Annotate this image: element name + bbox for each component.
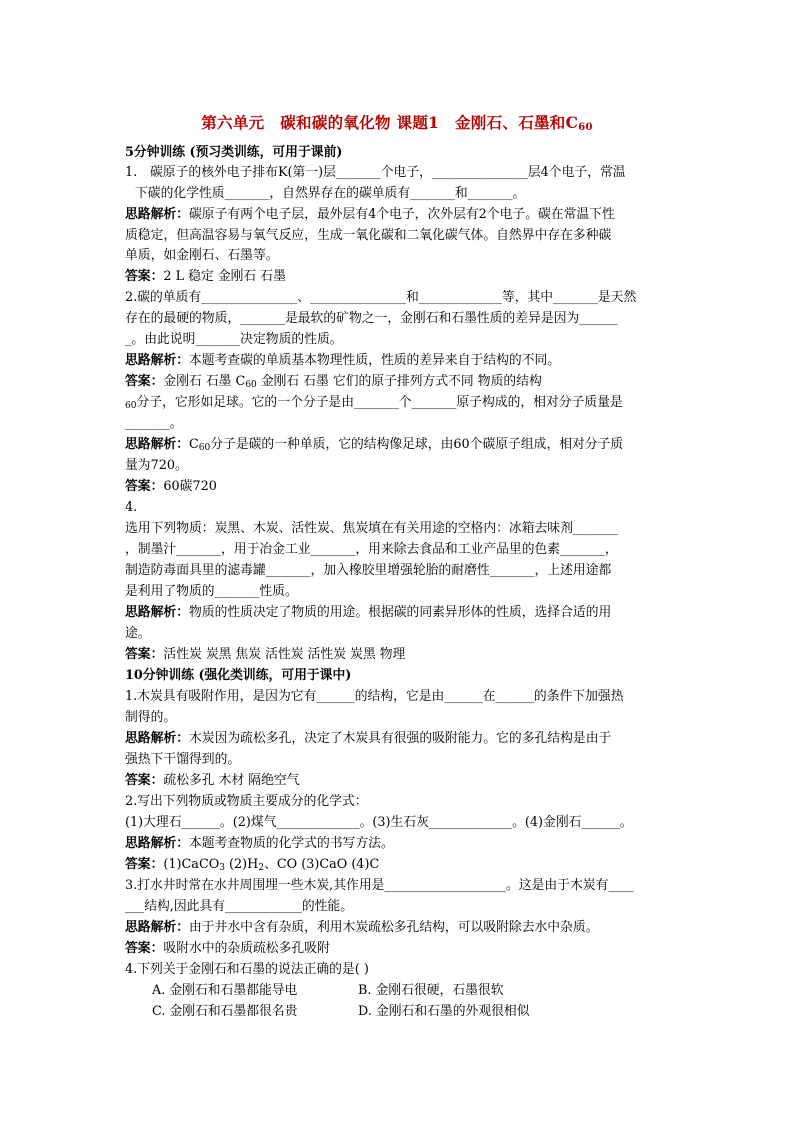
- answer-10-3: 答案：吸附水中的杂质疏松多孔吸附: [125, 941, 330, 956]
- question-4-line-3: 制造防毒面具里的滤毒罐_______，加入橡胶里增强轮胎的耐磨性_______，上述用途都: [125, 563, 612, 578]
- q10-2-line-2: (1)大理石______。(2)煤气_____________。(3)生石灰_____________。(4)金刚石______。: [125, 815, 633, 830]
- q10-1-line-1: 1.木炭具有吸附作用，是因为它有______的结构，它是由______在______的条件下加强热: [125, 689, 624, 704]
- answer-4: 答案：活性炭 炭黑 焦炭 活性炭 活性炭 炭黑 物理: [125, 647, 406, 662]
- question-3-line-2: _______。: [125, 416, 183, 431]
- option-d: D. 金刚石和石墨的外观很相似: [358, 1004, 530, 1019]
- question-4-number: 4.: [125, 500, 138, 515]
- q10-3-line-1: 3.打水井时常在水井周围埋一些木炭,其作用是___________________。这是由于木炭有____: [125, 878, 634, 893]
- title-text: 第六单元 碳和碳的氧化物 课题1 金刚石、石墨和C: [201, 113, 579, 132]
- analysis-1-line-1: 思路解析：碳原子有两个电子层，最外层有4个电子，次外层有2个电子。碳在常温下性: [125, 207, 615, 222]
- analysis-4-line-2: 途。: [125, 626, 151, 641]
- answer-10-1: 答案：疏松多孔 木材 隔绝空气: [125, 773, 300, 788]
- option-b: B. 金刚石很硬，石墨很软: [358, 983, 504, 998]
- question-2-line-2: 存在的最硬的物质，_______是最软的矿物之一，金刚石和石墨性质的差异是因为______: [125, 311, 618, 326]
- analysis-10-1-line-2: 强热下干馏得到的。: [125, 752, 241, 767]
- answer-2: 答案：金刚石 石墨 $C_{60}$ 金刚石 石墨 它们的原子排列方式不同 物质的结构: [125, 374, 542, 390]
- q10-1-line-2: 制得的。: [125, 710, 177, 725]
- question-2-line-1: 2.碳的单质有_______________、_______________和_____________等，其中_______是天然: [125, 290, 637, 305]
- title-subscript: 60: [578, 122, 593, 133]
- analysis-3-line-1: 思路解析：$C_{60}$分子是碳的一种单质，它的结构像足球，由60个碳原子组成，相对分子质: [125, 437, 624, 453]
- question-4-line-1: 选用下列物质：炭黑、木炭、活性炭、焦炭填在有关用途的空格内：冰箱去味剂_______: [125, 521, 618, 536]
- question-3-line-1: $_{60}$分子，它形如足球。它的一个分子是由_______个_______原子构成的，相对分子质量是: [125, 395, 623, 411]
- question-2-line-3: _。由此说明_______决定物质的性质。: [125, 332, 343, 347]
- q10-3-line-2: ___结构,因此具有____________的性能。: [125, 899, 354, 914]
- analysis-10-3: 思路解析：由于井水中含有杂质，利用木炭疏松多孔结构，可以吸附除去水中杂质。: [125, 920, 599, 935]
- q10-2-line-1: 2.写出下列物质或物质主要成分的化学式：: [125, 794, 368, 809]
- page-title: [0, 111, 794, 133]
- section-heading-5min: 5分钟训练 (预习类训练，可用于课前): [125, 145, 343, 160]
- analysis-10-2: 思路解析：本题考查物质的化学式的书写方法。: [125, 836, 394, 851]
- option-c: C. 金刚石和石墨都很名贵: [152, 1004, 298, 1019]
- option-a: A. 金刚石和石墨都能导电: [152, 983, 298, 998]
- answer-3: 答案：60碳720: [125, 479, 217, 494]
- question-1-line-2: 下碳的化学性质_______，自然界存在的碳单质有_______和_______。: [135, 186, 526, 201]
- analysis-1-line-2: 质稳定，但高温容易与氧气反应，生成一氧化碳和二氧化碳气体。自然界中存在多种碳: [125, 228, 612, 243]
- question-4-line-4: 是利用了物质的_______性质。: [125, 584, 298, 599]
- question-4-line-2: ，制墨汁_______，用于冶金工业_______，用来除去食品和工业产品里的色素_______，: [125, 542, 618, 557]
- analysis-3-line-2: 量为720。: [125, 458, 188, 473]
- analysis-4-line-1: 思路解析：物质的性质决定了物质的用途。根据碳的同素异形体的性质，选择合适的用: [125, 605, 612, 620]
- analysis-2: 思路解析：本题考查碳的单质基本物理性质，性质的差异来自于结构的不同。: [125, 353, 561, 368]
- answer-10-2: 答案：(1)CaCO$_3$ $(2)H_2$、CO (3)CaO (4)C: [125, 857, 380, 873]
- analysis-10-1-line-1: 思路解析：木炭因为疏松多孔，决定了木炭具有很强的吸附能力。它的多孔结构是由于: [125, 731, 612, 746]
- answer-1: 答案：2 L 稳定 金刚石 石墨: [125, 269, 286, 284]
- section-heading-10min: 10分钟训练 (强化类训练，可用于课中): [125, 668, 352, 683]
- question-1-line-1: 1. 碳原子的核外电子排布K(第一)层_______个电子，_______________层4个电子，常温: [125, 165, 626, 180]
- analysis-1-line-3: 单质，如金刚石、石墨等。: [125, 248, 279, 263]
- q10-4-stem: 4.下列关于金刚石和石墨的说法正确的是( ): [125, 962, 369, 977]
